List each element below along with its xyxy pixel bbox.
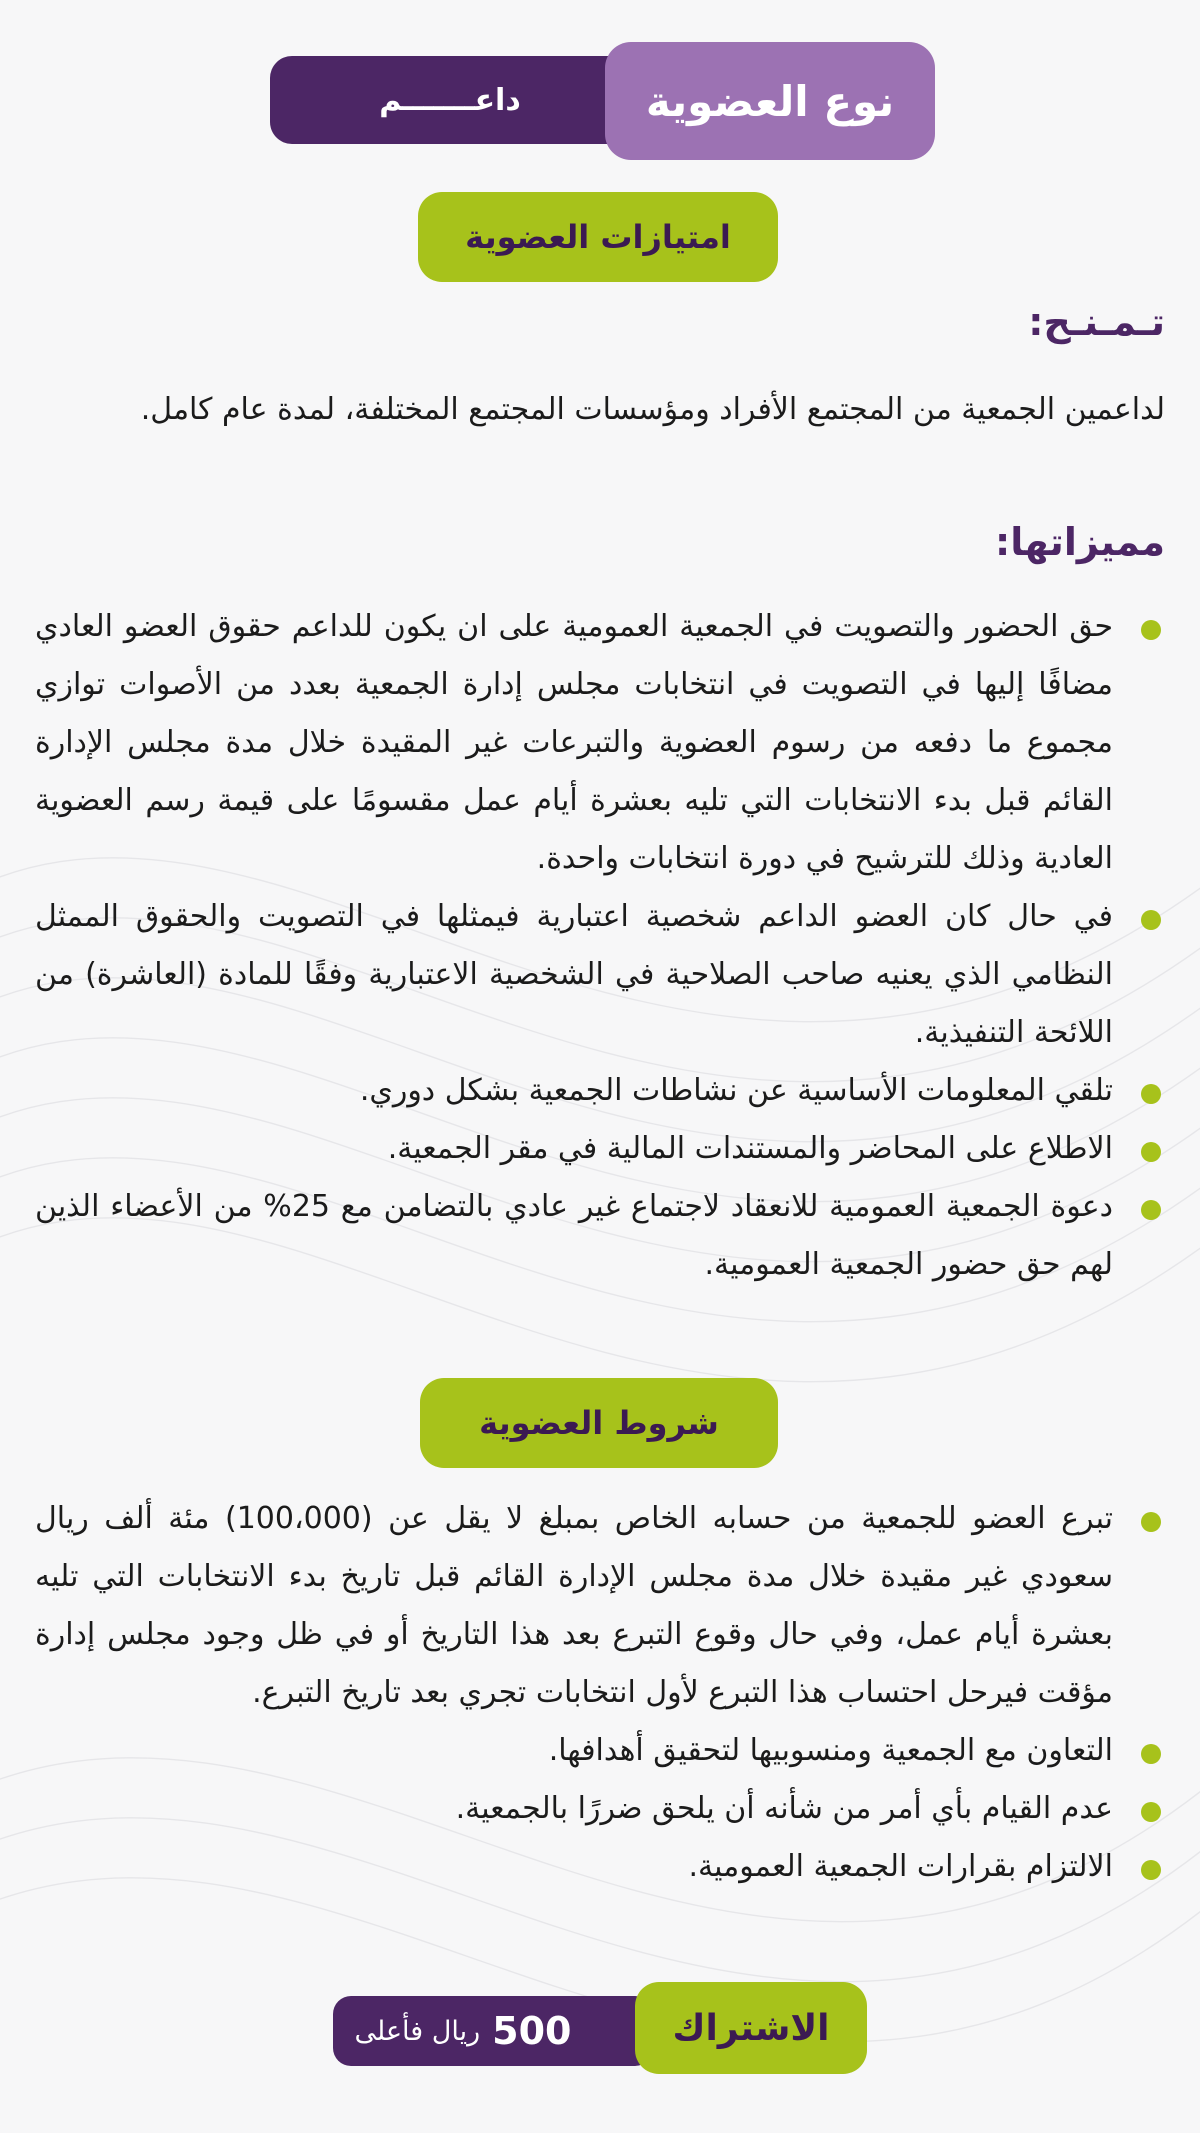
list-item: عدم القيام بأي أمر من شأنه أن يلحق ضررًا بالجمعية. bbox=[35, 1780, 1165, 1838]
membership-type-label: نوع العضوية bbox=[605, 42, 935, 160]
subscription-banner bbox=[333, 1982, 867, 2078]
conditions-title: شروط العضوية bbox=[420, 1378, 778, 1468]
bullet-icon bbox=[1141, 1142, 1161, 1162]
features-list bbox=[35, 598, 1165, 1294]
bullet-icon bbox=[1141, 1802, 1161, 1822]
list-item: التعاون مع الجمعية ومنسوبيها لتحقيق أهدافها. bbox=[35, 1722, 1165, 1780]
subscription-amount-box bbox=[333, 1996, 653, 2066]
subscription-label: الاشتراك bbox=[635, 1982, 867, 2074]
conditions-list bbox=[35, 1490, 1165, 1896]
list-item: حق الحضور والتصويت في الجمعية العمومية على ان يكون للداعم حقوق العضو العادي مضافًا إليها في التصويت في انتخابات مجلس إدارة الجمعية بعدد من الأصوات توازي مجموع ما دفعه من رسوم العضوية والتبرعات غير المقيدة خلال مدة مجلس الإدارة القائم قبل بدء الانتخابات التي تليه بعشرة أيام عمل مقسومًا على قيمة رسم العضوية العادية وذلك للترشيح في دورة انتخابات واحدة. bbox=[35, 598, 1165, 888]
membership-type-value: داعـــــــم bbox=[270, 56, 690, 144]
list-item: في حال كان العضو الداعم شخصية اعتبارية فيمثلها في التصويت والحقوق الممثل النظامي الذي يعنيه صاحب الصلاحية في الشخصية الاعتبارية وفقًا للمادة (العاشرة) من اللائحة التنفيذية. bbox=[35, 888, 1165, 1062]
bullet-icon bbox=[1141, 1084, 1161, 1104]
bullet-icon bbox=[1141, 1744, 1161, 1764]
bullet-icon bbox=[1141, 620, 1161, 640]
bullet-icon bbox=[1141, 910, 1161, 930]
list-item: تبرع العضو للجمعية من حسابه الخاص بمبلغ لا يقل عن (100،000) مئة ألف ريال سعودي غير مقيدة خلال مدة مجلس الإدارة القائم قبل تاريخ بدء الانتخابات التي تليه بعشرة أيام عمل، وفي حال وقوع التبرع بعد هذا التاريخ أو في ظل وجود مجلس إدارة مؤقت فيرحل احتساب هذا التبرع لأول انتخابات تجري بعد تاريخ التبرع. bbox=[35, 1490, 1165, 1722]
list-item: الاطلاع على المحاضر والمستندات المالية في مقر الجمعية. bbox=[35, 1120, 1165, 1178]
features-heading: مميزاتها: bbox=[995, 520, 1165, 564]
grant-text: لداعمين الجمعية من المجتمع الأفراد ومؤسسات المجتمع المختلفة، لمدة عام كامل. bbox=[140, 392, 1165, 427]
subscription-amount: 500 bbox=[492, 2009, 572, 2053]
bullet-icon bbox=[1141, 1512, 1161, 1532]
membership-type-banner bbox=[270, 42, 935, 162]
list-item: الالتزام بقرارات الجمعية العمومية. bbox=[35, 1838, 1165, 1896]
subscription-currency: ريال فأعلى bbox=[354, 2015, 481, 2047]
grant-heading: تـمـنـح: bbox=[1028, 300, 1165, 344]
bullet-icon bbox=[1141, 1200, 1161, 1220]
list-item: تلقي المعلومات الأساسية عن نشاطات الجمعية بشكل دوري. bbox=[35, 1062, 1165, 1120]
privileges-title: امتيازات العضوية bbox=[418, 192, 778, 282]
bullet-icon bbox=[1141, 1860, 1161, 1880]
list-item: دعوة الجمعية العمومية للانعقاد لاجتماع غير عادي بالتضامن مع 25% من الأعضاء الذين لهم حق حضور الجمعية العمومية. bbox=[35, 1178, 1165, 1294]
